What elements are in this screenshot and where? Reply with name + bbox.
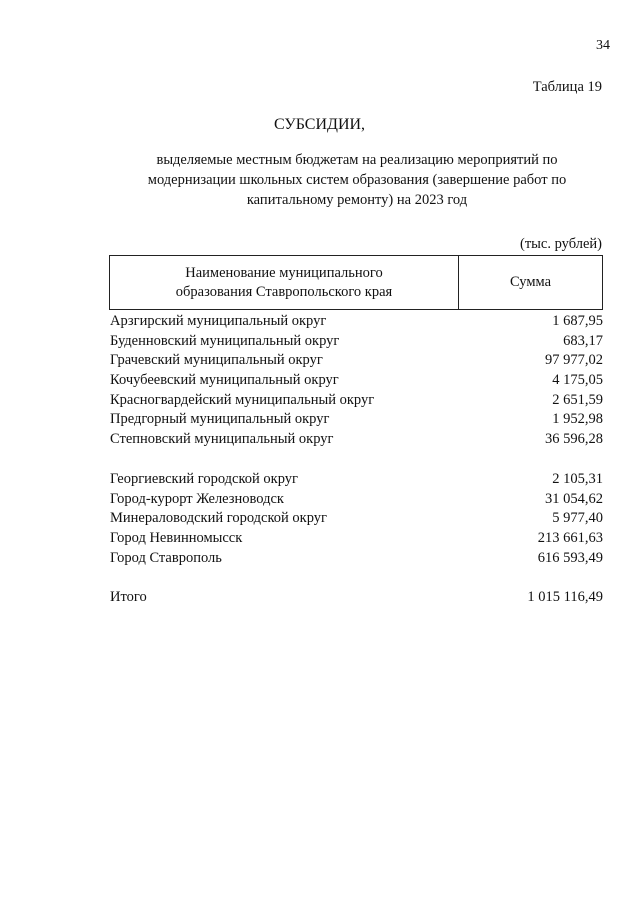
row-value: 97 977,02 bbox=[545, 352, 603, 369]
total-value: 1 015 116,49 bbox=[527, 589, 603, 606]
row-value: 213 661,63 bbox=[537, 529, 603, 546]
header-name-column bbox=[110, 256, 459, 309]
row-name: Буденновский муниципальный округ bbox=[110, 332, 340, 349]
row-name: Грачевский муниципальный округ bbox=[110, 352, 323, 369]
row-value: 2 105,31 bbox=[552, 470, 603, 487]
row-name: Минераловодский городской округ bbox=[110, 510, 327, 527]
row-name: Кочубеевский муниципальный округ bbox=[110, 372, 339, 389]
table-row bbox=[110, 470, 603, 490]
table-header bbox=[109, 255, 603, 310]
subtitle-line: выделяемые местным бюджетам на реализацию мероприятий по bbox=[156, 152, 558, 168]
row-value: 683,17 bbox=[563, 332, 603, 349]
table-row bbox=[110, 549, 603, 569]
page-number: 34 bbox=[596, 38, 610, 53]
table-row bbox=[110, 410, 603, 430]
row-value: 616 593,49 bbox=[537, 549, 603, 566]
group-spacer bbox=[110, 450, 603, 470]
row-value: 1 687,95 bbox=[552, 313, 603, 329]
row-name: Степновский муниципальный округ bbox=[110, 431, 334, 448]
subtitle-line: модернизации школьных систем образования (завершение работ по bbox=[147, 172, 567, 188]
group-spacer bbox=[110, 568, 603, 588]
total-row bbox=[110, 588, 603, 608]
table-body bbox=[110, 312, 603, 608]
table-row bbox=[110, 391, 603, 411]
header-name-line: Наименование муниципального bbox=[185, 264, 383, 281]
row-value: 36 596,28 bbox=[545, 431, 603, 448]
table-row bbox=[110, 332, 603, 352]
header-sum-column: Сумма bbox=[509, 274, 552, 290]
total-label: Итого bbox=[110, 589, 147, 606]
row-name: Георгиевский городской округ bbox=[110, 470, 298, 487]
table-row bbox=[110, 430, 603, 450]
header-name-line: образования Ставропольского края bbox=[175, 283, 393, 300]
table-row bbox=[110, 509, 603, 529]
document-subtitle bbox=[0, 150, 639, 210]
table-label: Таблица 19 bbox=[532, 79, 602, 95]
row-name: Город Невинномысск bbox=[110, 529, 243, 546]
row-value: 5 977,40 bbox=[552, 510, 603, 527]
row-name: Город-курорт Железноводск bbox=[110, 490, 284, 507]
table-row bbox=[110, 529, 603, 549]
row-name: Предгорный муниципальный округ bbox=[110, 411, 330, 428]
row-value: 4 175,05 bbox=[552, 372, 603, 389]
row-value: 2 651,59 bbox=[552, 391, 603, 408]
table-row bbox=[110, 351, 603, 371]
table-row bbox=[110, 371, 603, 391]
row-value: 1 952,98 bbox=[552, 411, 603, 428]
units-label: (тыс. рублей) bbox=[520, 236, 602, 252]
row-name: Арзгирский муниципальный округ bbox=[110, 313, 327, 329]
row-value: 31 054,62 bbox=[545, 490, 603, 507]
subtitle-line: капитальному ремонту) на 2023 год bbox=[246, 192, 468, 208]
table-row bbox=[110, 490, 603, 510]
row-name: Город Ставрополь bbox=[110, 549, 222, 566]
document-title: СУБСИДИИ, bbox=[273, 116, 366, 133]
table-row bbox=[110, 312, 603, 332]
row-name: Красногвардейский муниципальный округ bbox=[110, 391, 375, 408]
